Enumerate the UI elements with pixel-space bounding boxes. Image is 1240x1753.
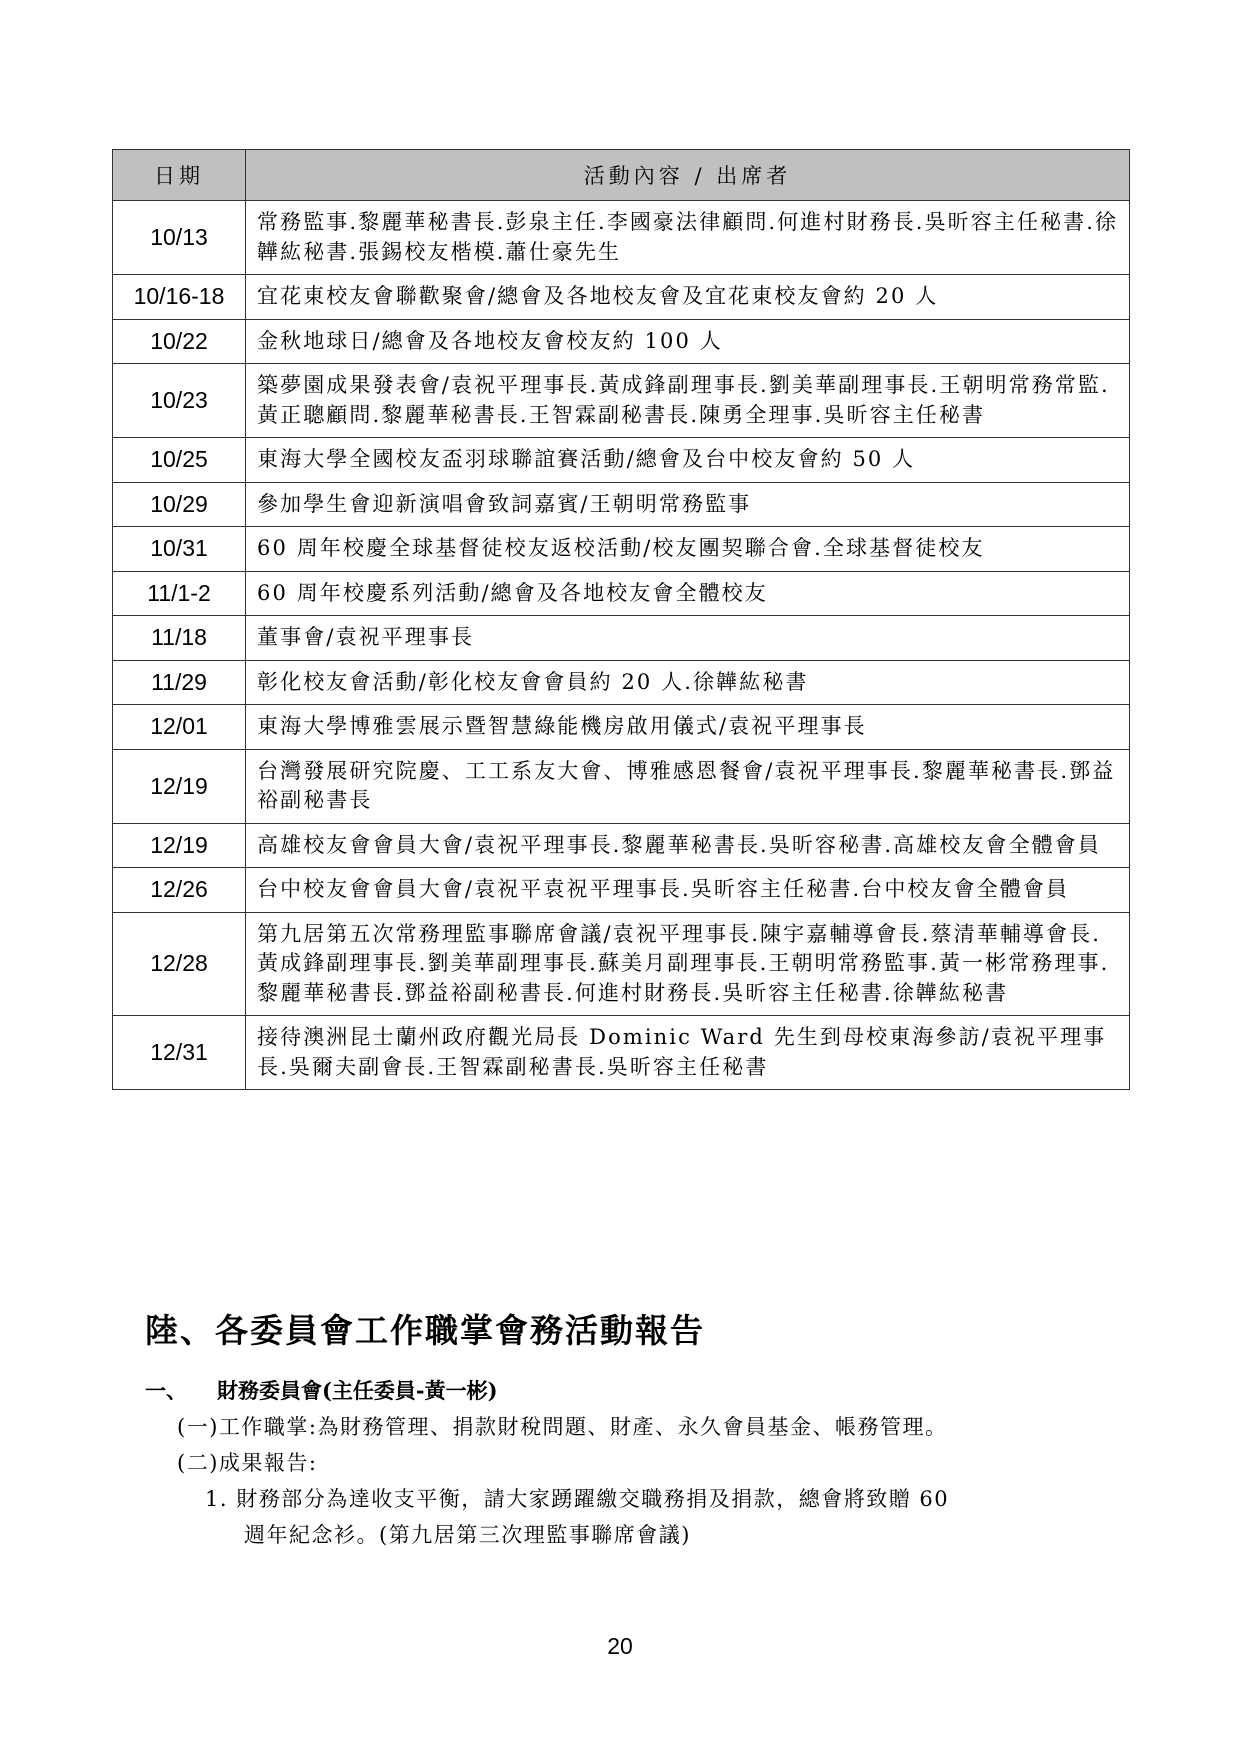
header-content: 活動內容 / 出席者: [246, 150, 1130, 201]
row-content: 台中校友會會員大會/袁祝平袁祝平理事長.吳昕容主任秘書.台中校友會全體會員: [246, 868, 1130, 913]
subsection-marker: 一、: [145, 1378, 187, 1403]
table-row: [113, 705, 1130, 750]
table-header-row: [113, 150, 1130, 201]
table-row: [113, 912, 1130, 1016]
row-content: 築夢園成果發表會/袁祝平理事長.黃成鋒副理事長.劉美華副理事長.王朝明常務常監.黃正聰顧問.黎麗華秘書長.王智霖副秘書長.陳勇全理事.吳昕容主任秘書: [246, 364, 1130, 438]
row-content: 60 周年校慶全球基督徒校友返校活動/校友團契聯合會.全球基督徒校友: [246, 527, 1130, 572]
subsection-heading: [145, 1375, 498, 1405]
row-date: 12/28: [113, 912, 246, 1016]
table-row: [113, 275, 1130, 320]
table-row: [113, 660, 1130, 705]
activity-table: [112, 149, 1130, 1090]
row-date: 10/22: [113, 319, 246, 364]
row-content: 參加學生會迎新演唱會致詞嘉賓/王朝明常務監事: [246, 482, 1130, 527]
row-date: 10/29: [113, 482, 246, 527]
table-row: [113, 482, 1130, 527]
table-row: [113, 868, 1130, 913]
subsection-title: 財務委員會(主任委員-黃一彬): [217, 1378, 498, 1403]
row-content: 60 周年校慶系列活動/總會及各地校友會全體校友: [246, 571, 1130, 616]
section-title: 陸、各委員會工作職掌會務活動報告: [145, 1311, 705, 1350]
item-results: (二)成果報告:: [177, 1451, 318, 1475]
row-content: 第九居第五次常務理監事聯席會議/袁祝平理事長.陳宇嘉輔導會長.蔡清華輔導會長.黃成鋒副理事長.劉美華副理事長.蘇美月副理事長.王朝明常務監事.黃一彬常務理事.黎麗華秘書長.鄧益裕副秘書長.何進村財務長.吳昕容主任秘書.徐韡紘秘書: [246, 912, 1130, 1016]
row-date: 12/19: [113, 823, 246, 868]
table-row: [113, 438, 1130, 483]
table-row: [113, 571, 1130, 616]
item-duties: (一)工作職掌:為財務管理、捐款財稅問題、財產、永久會員基金、帳務管理。: [177, 1415, 948, 1439]
table-row: [113, 749, 1130, 823]
row-date: 12/01: [113, 705, 246, 750]
row-date: 11/18: [113, 616, 246, 661]
row-date: 10/31: [113, 527, 246, 572]
row-content: 台灣發展研究院慶、工工系友大會、博雅感恩餐會/袁祝平理事長.黎麗華秘書長.鄧益裕副秘書長: [246, 749, 1130, 823]
row-content: 宜花東校友會聯歡聚會/總會及各地校友會及宜花東校友會約 20 人: [246, 275, 1130, 320]
row-content: 董事會/袁祝平理事長: [246, 616, 1130, 661]
table-row: [113, 364, 1130, 438]
row-content: 高雄校友會會員大會/袁祝平理事長.黎麗華秘書長.吳昕容秘書.高雄校友會全體會員: [246, 823, 1130, 868]
row-date: 12/19: [113, 749, 246, 823]
row-date: 12/26: [113, 868, 246, 913]
result-point-1-line-2: 週年紀念衫。(第九居第三次理監事聯席會議): [244, 1523, 691, 1547]
row-date: 11/1-2: [113, 571, 246, 616]
row-content: 東海大學全國校友盃羽球聯誼賽活動/總會及台中校友會約 50 人: [246, 438, 1130, 483]
row-content: 常務監事.黎麗華秘書長.彭泉主任.李國豪法律顧問.何進村財務長.吳昕容主任秘書.徐韡紘秘書.張錫校友楷模.蕭仕豪先生: [246, 201, 1130, 275]
header-date: 日期: [113, 150, 246, 201]
result-point-1-line-1: 1. 財務部分為達收支平衡，請大家踴躍繳交職務捐及捐款，總會將致贈 60: [205, 1487, 950, 1511]
row-date: 10/25: [113, 438, 246, 483]
page-number: 20: [607, 1633, 633, 1659]
row-date: 10/23: [113, 364, 246, 438]
row-date: 10/16-18: [113, 275, 246, 320]
table-row: [113, 527, 1130, 572]
table-row: [113, 1016, 1130, 1090]
table-row: [113, 616, 1130, 661]
table-row: [113, 823, 1130, 868]
row-content: 接待澳洲昆士蘭州政府觀光局長 Dominic Ward 先生到母校東海參訪/袁祝平理事長.吳爾夫副會長.王智霖副秘書長.吳昕容主任秘書: [246, 1016, 1130, 1090]
row-date: 10/13: [113, 201, 246, 275]
row-date: 12/31: [113, 1016, 246, 1090]
row-content: 彰化校友會活動/彰化校友會會員約 20 人.徐韡紘秘書: [246, 660, 1130, 705]
row-content: 金秋地球日/總會及各地校友會校友約 100 人: [246, 319, 1130, 364]
table-row: [113, 201, 1130, 275]
row-date: 11/29: [113, 660, 246, 705]
row-content: 東海大學博雅雲展示暨智慧綠能機房啟用儀式/袁祝平理事長: [246, 705, 1130, 750]
table-row: [113, 319, 1130, 364]
